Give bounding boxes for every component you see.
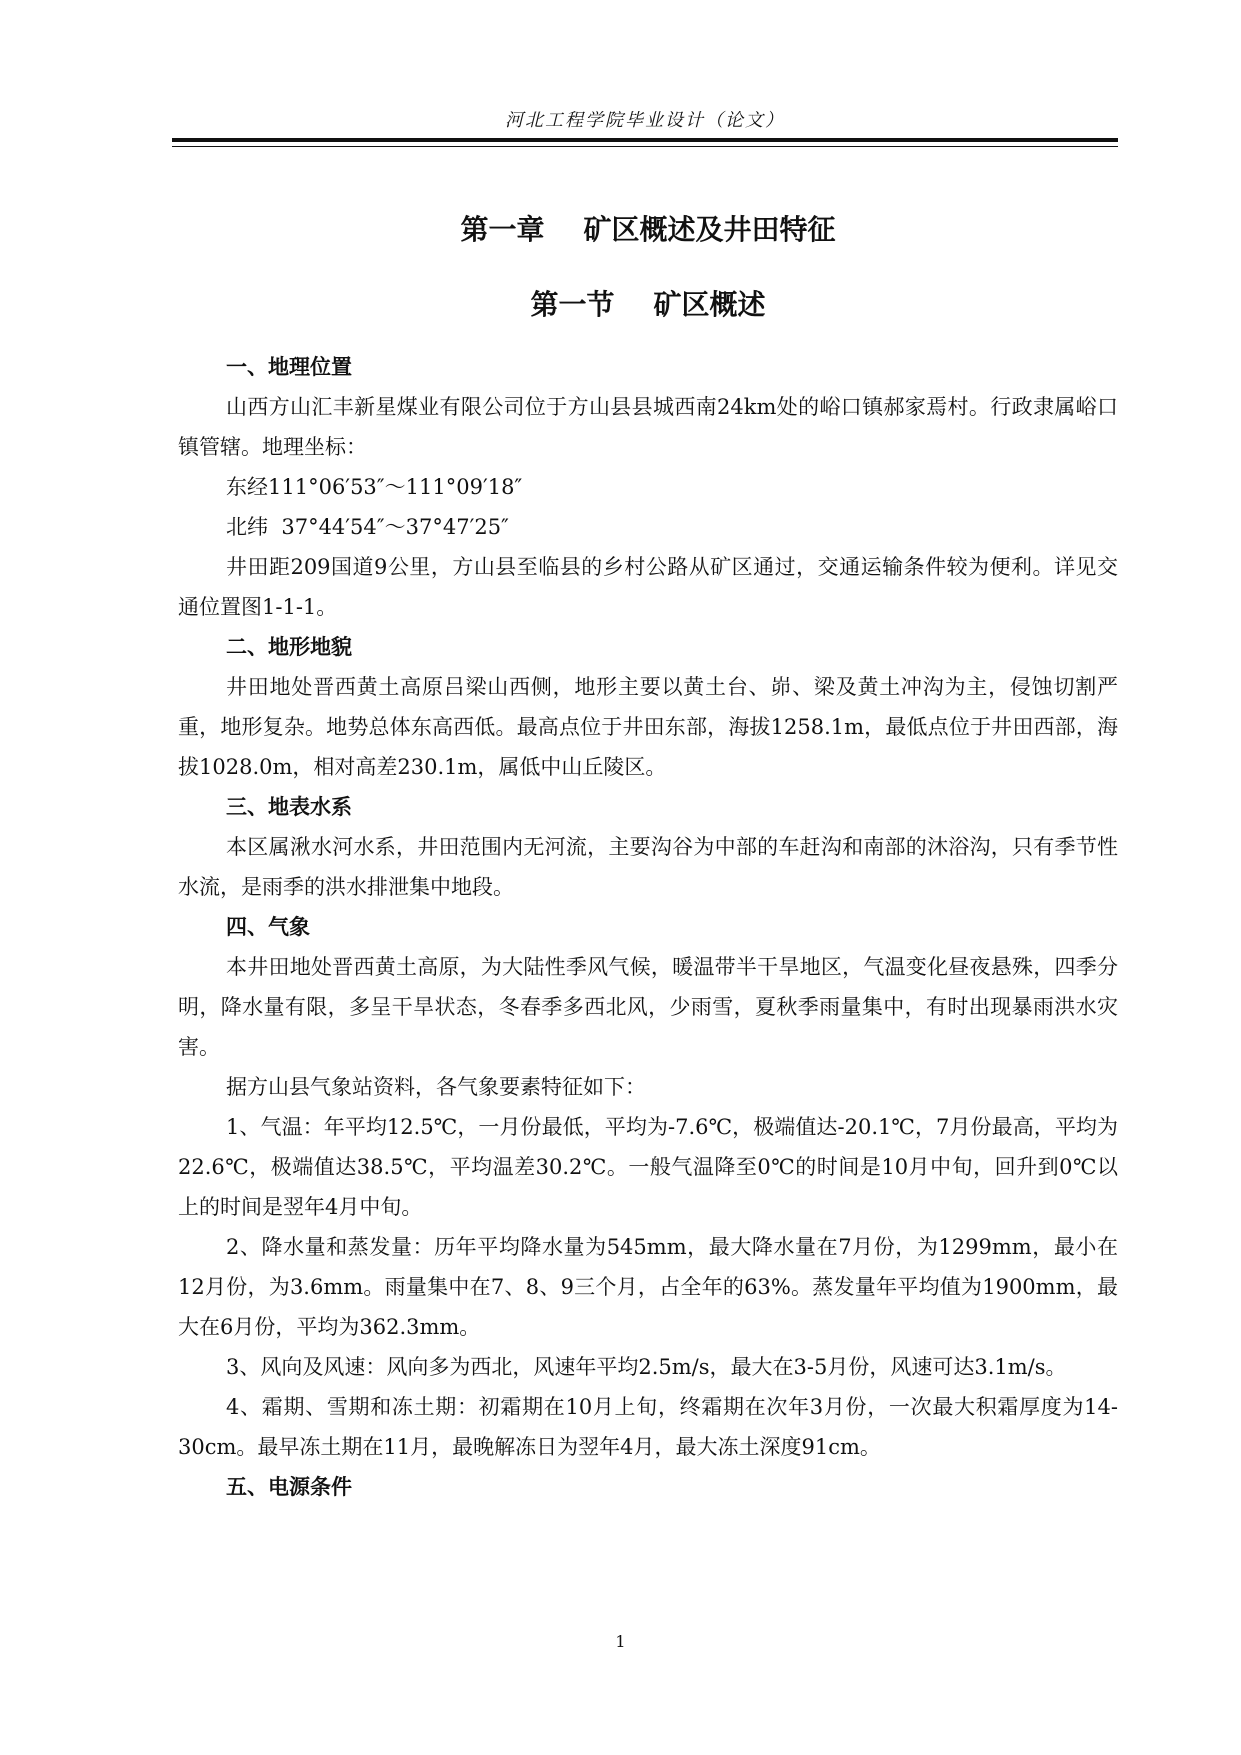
paragraph-location-intro: 山西方山汇丰新星煤业有限公司位于方山县县城西南24km处的峪口镇郝家焉村。行政隶属峪口镇管辖。地理坐标： [178,395,1118,459]
paragraph-precipitation: 2、降水量和蒸发量：历年平均降水量为545mm，最大降水量在7月份，为1299mm，最小在12月份，为3.6mm。雨量集中在7、8、9三个月，占全年的63%。蒸发量年平均值为1900mm，最大在6月份，平均为362.3mm。 [178,1235,1118,1339]
paragraph-weather-source: 据方山县气象站资料，各气象要素特征如下： [226,1075,646,1099]
paragraph-terrain: 井田地处晋西黄土高原吕梁山西侧，地形主要以黄土台、峁、梁及黄土冲沟为主，侵蚀切割严重，地形复杂。地势总体东高西低。最高点位于井田东部，海拔1258.1m，最低点位于井田西部，海拔1028.0m，相对高差230.1m，属低中山丘陵区。 [178,675,1118,779]
document-body [178,200,1118,1507]
page-number: 1 [615,1632,626,1651]
document-header: 河北工程学院毕业设计（论文） [505,110,785,131]
chapter-title: 第一章 矿区概述及井田特征 [460,213,836,246]
section-title: 第一节 矿区概述 [530,288,766,321]
paragraph-wind: 3、风向及风速：风向多为西北，风速年平均2.5m/s，最大在3-5月份，风速可达3.1m/s。 [226,1355,1067,1379]
heading-power: 五、电源条件 [226,1475,352,1499]
paragraph-frost: 4、霜期、雪期和冻土期：初霜期在10月上旬，终霜期在次年3月份，一次最大积霜厚度为14-30cm。最早冻土期在11月，最晚解冻日为翌年4月，最大冻土深度91cm。 [178,1395,1118,1459]
paragraph-temperature: 1、气温：年平均12.5℃，一月份最低，平均为-7.6℃，极端值达-20.1℃，7月份最高，平均为22.6℃，极端值达38.5℃，平均温差30.2℃。一般气温降至0℃的时间是10月中旬，回升到0℃以上的时间是翌年4月中旬。 [178,1115,1118,1219]
heading-water: 三、地表水系 [226,795,352,819]
header-rule-thick [172,138,1118,142]
coordinate-north: 北纬 37°44′54″～37°47′25″ [226,515,509,539]
coordinate-east: 东经111°06′53″～111°09′18″ [226,475,523,499]
paragraph-climate: 本井田地处晋西黄土高原，为大陆性季风气候，暖温带半干旱地区，气温变化昼夜悬殊，四季分明，降水量有限，多呈干旱状态，冬春季多西北风，少雨雪，夏秋季雨量集中，有时出现暴雨洪水灾害。 [178,955,1118,1059]
heading-weather: 四、气象 [226,915,310,939]
paragraph-transport: 井田距209国道9公里，方山县至临县的乡村公路从矿区通过，交通运输条件较为便利。详见交通位置图1-1-1。 [178,555,1118,619]
heading-terrain: 二、地形地貌 [226,635,352,659]
paragraph-water: 本区属湫水河水系，井田范围内无河流，主要沟谷为中部的车赶沟和南部的沐浴沟，只有季节性水流，是雨季的洪水排泄集中地段。 [178,835,1118,899]
heading-location: 一、地理位置 [226,355,352,379]
header-rule-thin [172,146,1118,147]
